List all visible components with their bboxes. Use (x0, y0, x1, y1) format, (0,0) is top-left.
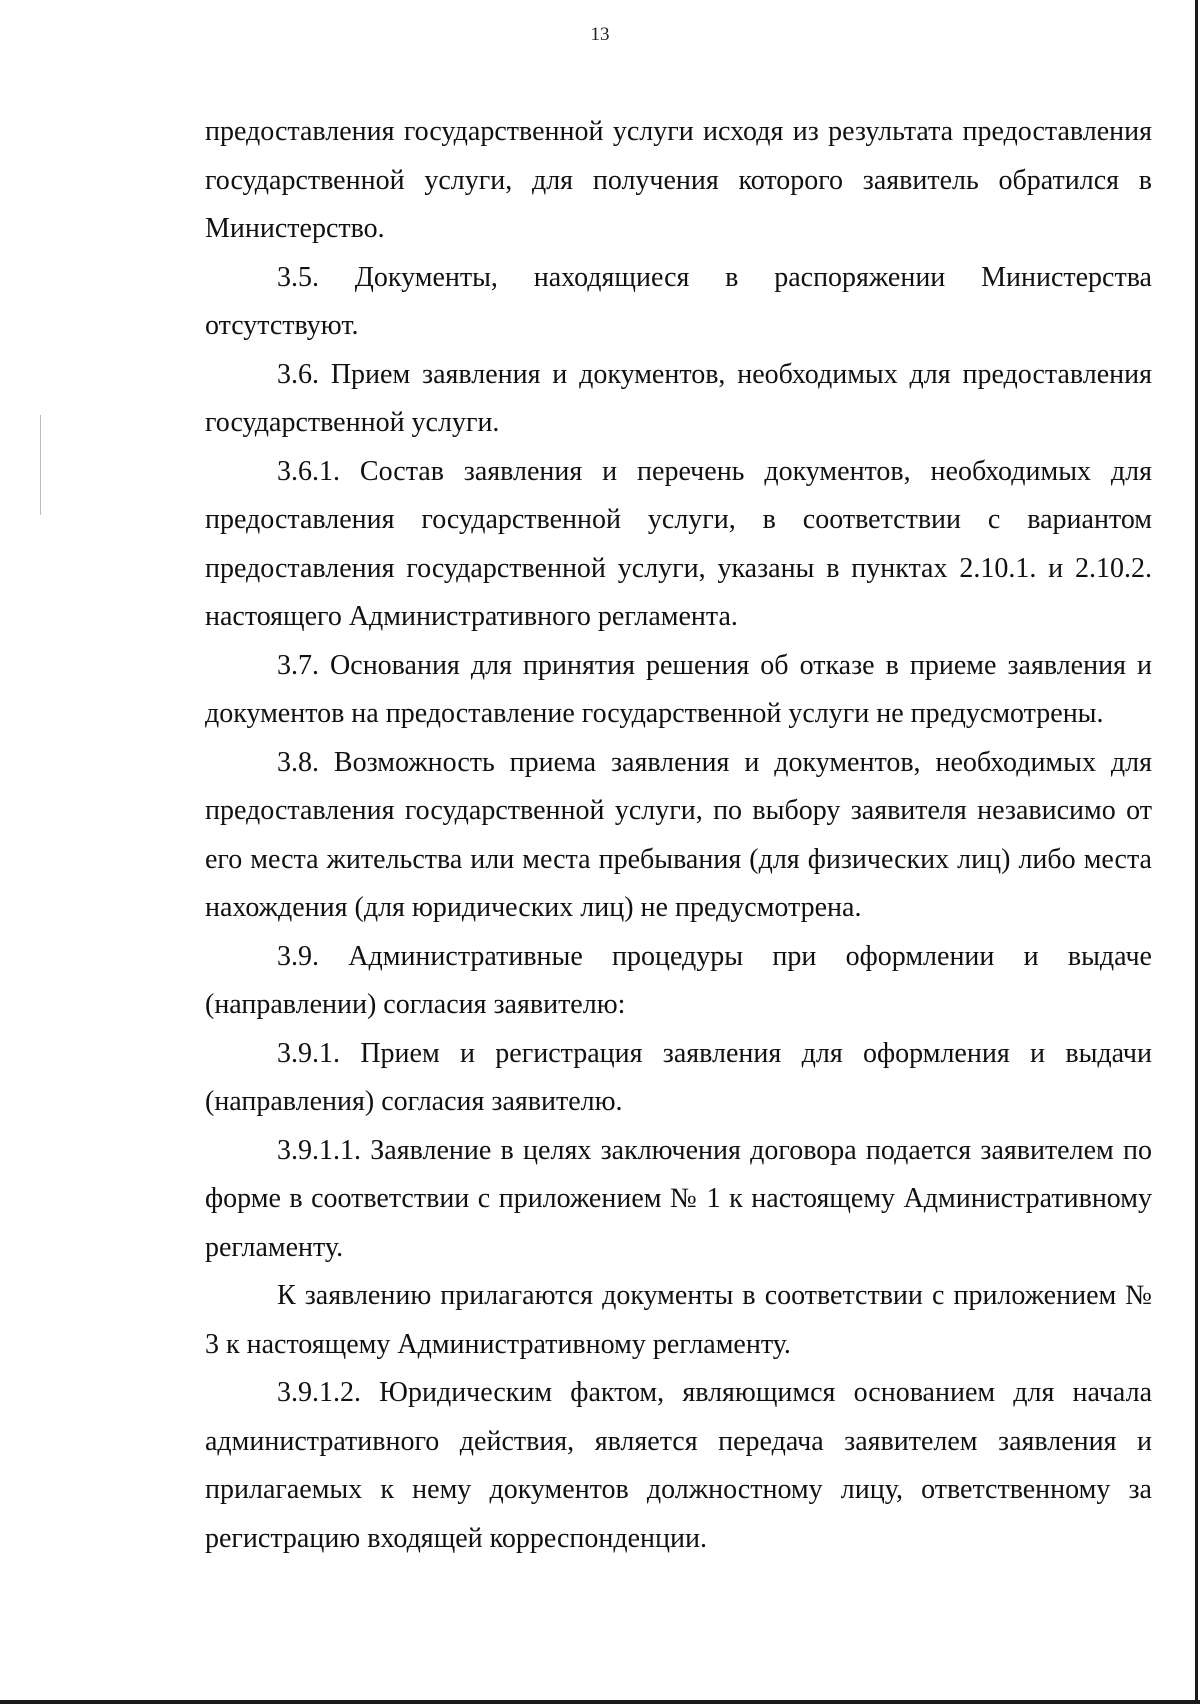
paragraph-3-9-1: 3.9.1. Прием и регистрация заявления для оформления и выдачи (направления) согласия заявителю. (205, 1037, 1152, 1117)
paragraph-3-6-1: 3.6.1. Состав заявления и перечень документов, необходимых для предоставления государственной услуги, в соответствии с вариантом предоставления государственной услуги, указаны в пунктах 2.10.1. и 2.10.2. настоящего Административного регламента. (205, 455, 1152, 632)
paragraph-3-9-1-1: 3.9.1.1. Заявление в целях заключения договора подается заявителем по форме в соответствии с приложением № 1 к настоящему Административному регламенту. (205, 1134, 1152, 1263)
paragraph-3-5: 3.5. Документы, находящиеся в распоряжении Министерства отсутствуют. (205, 261, 1152, 341)
paragraph-attachments: К заявлению прилагаются документы в соответствии с приложением № 3 к настоящему Административному регламенту. (205, 1280, 1152, 1360)
paragraph-3-7: 3.7. Основания для принятия решения об отказе в приеме заявления и документов на предоставление государственной услуги не предусмотрены. (205, 649, 1152, 729)
scan-border-right (1195, 0, 1198, 1704)
page-number: 13 (590, 24, 610, 45)
paragraph-3-9-1-2: 3.9.1.2. Юридическим фактом, являющимся основанием для начала административного действия, является передача заявителем заявления и прилагаемых к нему документов должностному лицу, ответственному за регистрацию входящей корреспонденции. (205, 1377, 1152, 1554)
scan-artifact-line (40, 415, 41, 515)
scan-border-bottom (0, 1700, 1200, 1704)
paragraph-3-6: 3.6. Прием заявления и документов, необходимых для предоставления государственной услуги. (205, 358, 1152, 438)
paragraph-3-8: 3.8. Возможность приема заявления и документов, необходимых для предоставления государственной услуги, по выбору заявителя независимо от его места жительства или места пребывания (для физических лиц) либо места нахождения (для юридических лиц) не предусмотрена. (205, 746, 1152, 923)
paragraph-3-9: 3.9. Административные процедуры при оформлении и выдаче (направлении) согласия заявителю: (205, 940, 1152, 1020)
paragraph-continuation: предоставления государственной услуги исходя из результата предоставления государственной услуги, для получения которого заявитель обратился в Министерство. (205, 116, 1152, 244)
document-body (205, 108, 1152, 1563)
